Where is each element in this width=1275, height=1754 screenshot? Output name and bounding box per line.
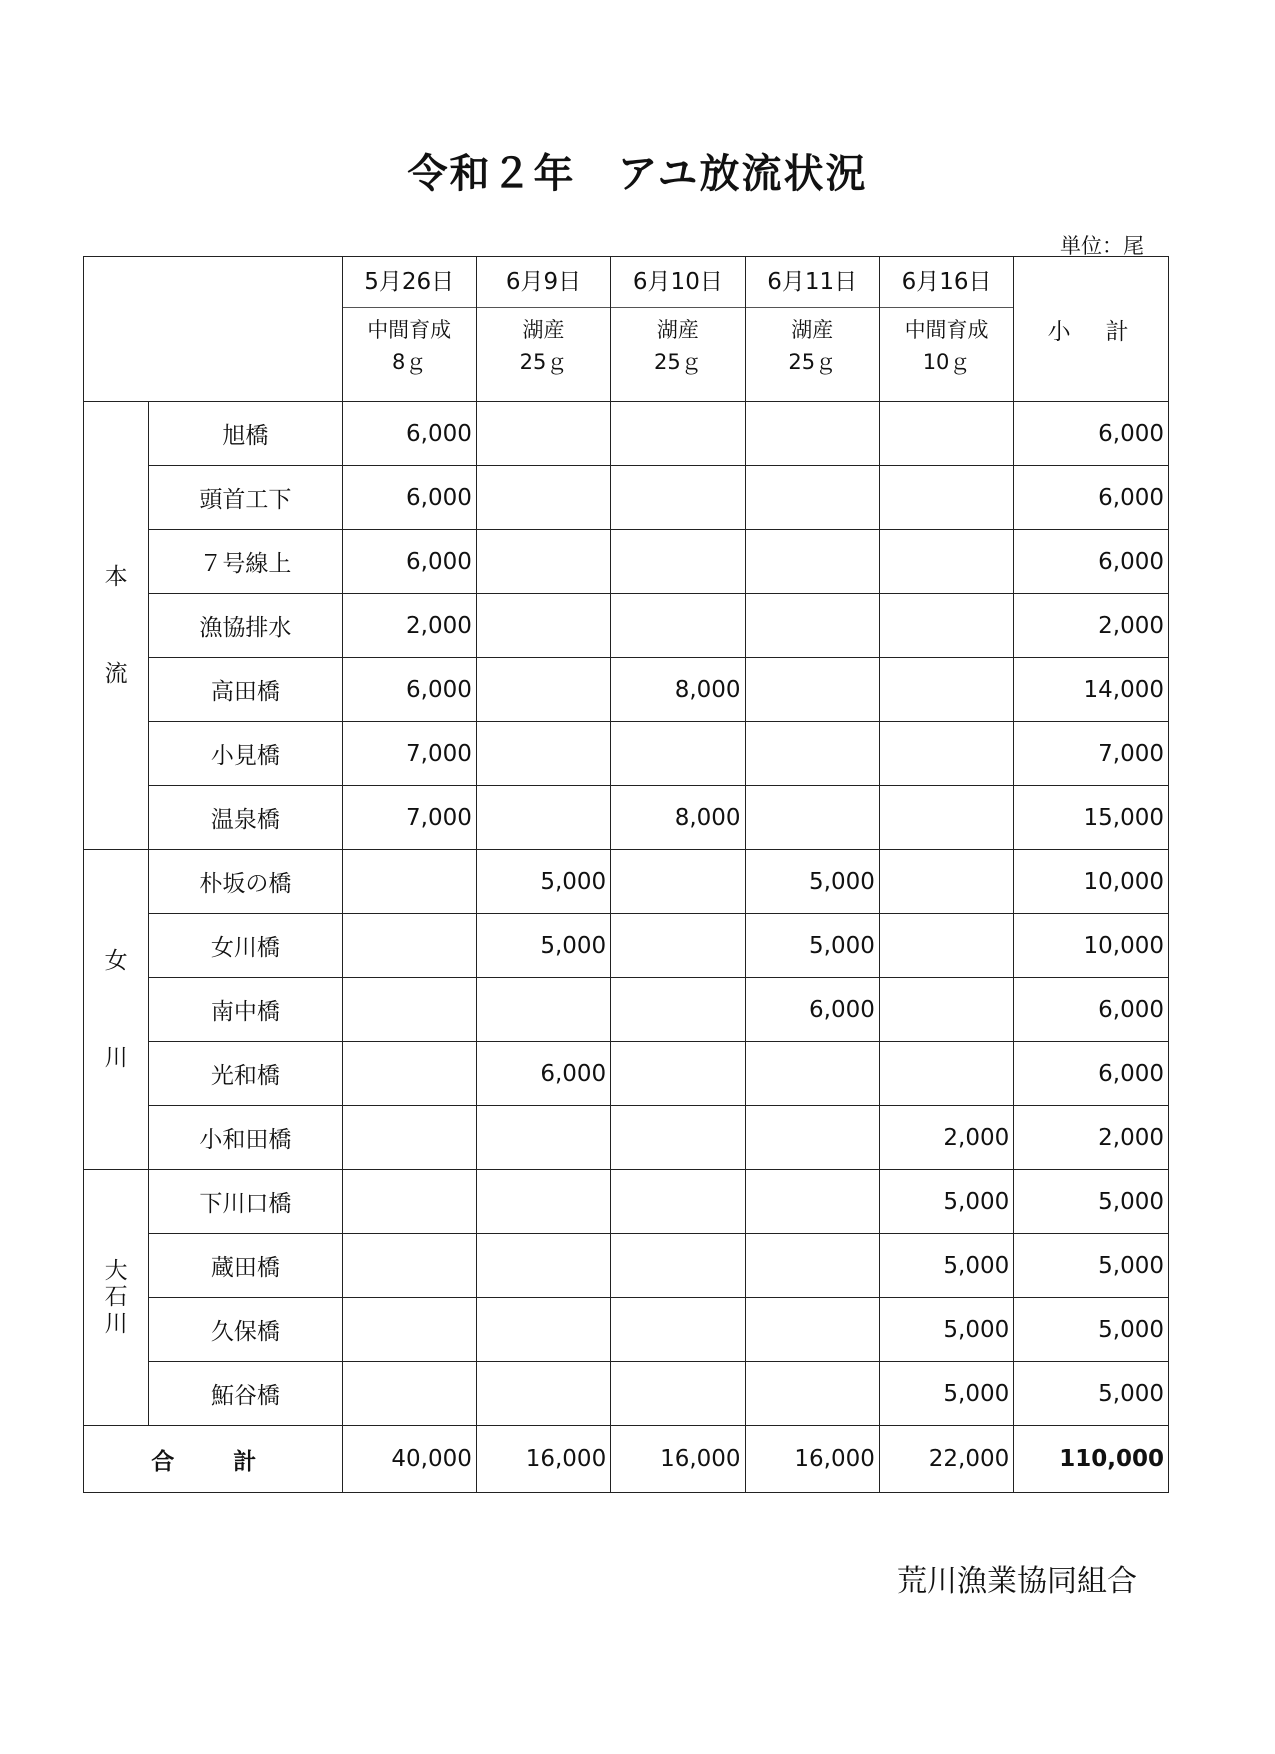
release-count (476, 594, 610, 658)
release-count (476, 530, 610, 594)
table-row (84, 530, 1169, 594)
header-col-0: 5月26日 中間育成 8ｇ (342, 257, 476, 402)
release-count: 5,000 (879, 1298, 1013, 1362)
table-row (84, 722, 1169, 786)
site-name: 朴坂の橋 (149, 850, 342, 914)
header-row (84, 257, 1169, 402)
release-count: 6,000 (342, 658, 476, 722)
header-col-1: 6月9日 湖産 25ｇ (476, 257, 610, 402)
table-row (84, 978, 1169, 1042)
release-count: 6,000 (342, 530, 476, 594)
release-count: 8,000 (611, 786, 745, 850)
release-count (476, 722, 610, 786)
organization-name: 荒川漁業協同組合 (897, 1564, 1137, 1599)
release-count (611, 466, 745, 530)
site-name: 下川口橋 (149, 1170, 342, 1234)
release-count (611, 722, 745, 786)
row-subtotal: 6,000 (1014, 978, 1169, 1042)
release-count (611, 1362, 745, 1426)
table-row (84, 1298, 1169, 1362)
header-subtotal: 小 計 (1014, 257, 1169, 402)
table-row (84, 1170, 1169, 1234)
table-row (84, 1362, 1169, 1426)
release-count (611, 850, 745, 914)
release-count: 7,000 (342, 722, 476, 786)
table-row (84, 1234, 1169, 1298)
row-subtotal: 10,000 (1014, 914, 1169, 978)
release-count: 5,000 (745, 850, 879, 914)
release-count (342, 1362, 476, 1426)
grand-total: 110,000 (1014, 1426, 1169, 1493)
release-count (879, 594, 1013, 658)
release-count (879, 1042, 1013, 1106)
release-count (611, 1106, 745, 1170)
group-char: 本 (104, 563, 128, 590)
release-count (611, 530, 745, 594)
release-count: 5,000 (745, 914, 879, 978)
unit-label: 単位：尾 (1060, 234, 1144, 258)
release-count (879, 466, 1013, 530)
group-gap (84, 596, 148, 656)
release-count (342, 1298, 476, 1362)
release-count (611, 978, 745, 1042)
release-count (342, 914, 476, 978)
group-label-oishikawa: 大 石 川 (84, 1170, 149, 1426)
row-subtotal: 10,000 (1014, 850, 1169, 914)
release-count (745, 594, 879, 658)
group-char: 流 (104, 660, 128, 687)
release-count (745, 1106, 879, 1170)
row-subtotal: 7,000 (1014, 722, 1169, 786)
release-count (745, 786, 879, 850)
site-name: 女川橋 (149, 914, 342, 978)
site-name: 鮖谷橋 (149, 1362, 342, 1426)
total-label: 合 計 (84, 1426, 343, 1493)
group-char: 川 (104, 1044, 128, 1071)
page-title: 令和２年 アユ放流状況 (407, 151, 868, 197)
site-name: 南中橋 (149, 978, 342, 1042)
release-count: 8,000 (611, 658, 745, 722)
header-col-2: 6月10日 湖産 25ｇ (611, 257, 745, 402)
table-row (84, 594, 1169, 658)
row-subtotal: 6,000 (1014, 402, 1169, 466)
release-count: 5,000 (879, 1170, 1013, 1234)
site-name: 小見橋 (149, 722, 342, 786)
table-row (84, 1042, 1169, 1106)
release-count (745, 530, 879, 594)
release-count (342, 1042, 476, 1106)
release-count (611, 1170, 745, 1234)
release-count (476, 1298, 610, 1362)
release-count (879, 914, 1013, 978)
release-count (476, 1106, 610, 1170)
table-row (84, 850, 1169, 914)
column-total: 16,000 (745, 1426, 879, 1493)
release-count (611, 914, 745, 978)
release-count (476, 402, 610, 466)
release-count (476, 1234, 610, 1298)
header-corner (84, 257, 343, 402)
row-subtotal: 5,000 (1014, 1362, 1169, 1426)
release-count (745, 1234, 879, 1298)
release-count (745, 466, 879, 530)
column-total: 22,000 (879, 1426, 1013, 1493)
site-name: 旭橋 (149, 402, 342, 466)
release-count: 2,000 (342, 594, 476, 658)
header-col-4: 6月16日 中間育成 10ｇ (879, 257, 1013, 402)
release-count (745, 1362, 879, 1426)
table-row (84, 786, 1169, 850)
column-total: 16,000 (611, 1426, 745, 1493)
release-count: 6,000 (745, 978, 879, 1042)
release-count (611, 594, 745, 658)
site-name: 光和橋 (149, 1042, 342, 1106)
release-count: 2,000 (879, 1106, 1013, 1170)
column-total: 16,000 (476, 1426, 610, 1493)
release-count: 6,000 (476, 1042, 610, 1106)
release-count: 5,000 (476, 850, 610, 914)
table-row (84, 466, 1169, 530)
row-subtotal: 2,000 (1014, 1106, 1169, 1170)
release-count: 5,000 (879, 1234, 1013, 1298)
release-count: 5,000 (879, 1362, 1013, 1426)
release-count (879, 658, 1013, 722)
release-count (879, 978, 1013, 1042)
row-subtotal: 5,000 (1014, 1234, 1169, 1298)
release-count (745, 1298, 879, 1362)
release-count (745, 658, 879, 722)
row-subtotal: 6,000 (1014, 1042, 1169, 1106)
release-count (611, 1298, 745, 1362)
release-count (342, 1234, 476, 1298)
release-count (476, 786, 610, 850)
release-count (476, 1170, 610, 1234)
release-count (879, 786, 1013, 850)
release-count (476, 1362, 610, 1426)
table-row (84, 402, 1169, 466)
row-subtotal: 14,000 (1014, 658, 1169, 722)
table-row (84, 1106, 1169, 1170)
group-label-megawa (84, 850, 149, 1170)
row-subtotal: 5,000 (1014, 1298, 1169, 1362)
site-name: 蔵田橋 (149, 1234, 342, 1298)
release-count (476, 978, 610, 1042)
column-total: 40,000 (342, 1426, 476, 1493)
site-name: ７号線上 (149, 530, 342, 594)
site-name: 小和田橋 (149, 1106, 342, 1170)
group-gap (84, 980, 148, 1040)
total-row (84, 1426, 1169, 1493)
release-count: 6,000 (342, 466, 476, 530)
table-row (84, 914, 1169, 978)
site-name: 漁協排水 (149, 594, 342, 658)
table-row (84, 658, 1169, 722)
release-count (745, 402, 879, 466)
release-count (342, 1170, 476, 1234)
release-count (611, 1042, 745, 1106)
release-count (342, 978, 476, 1042)
release-table (83, 256, 1169, 1493)
site-name: 温泉橋 (149, 786, 342, 850)
release-count: 7,000 (342, 786, 476, 850)
release-count (879, 530, 1013, 594)
site-name: 高田橋 (149, 658, 342, 722)
release-count (879, 850, 1013, 914)
row-subtotal: 6,000 (1014, 530, 1169, 594)
release-count (476, 466, 610, 530)
release-count: 6,000 (342, 402, 476, 466)
release-count (879, 402, 1013, 466)
group-label-honryu (84, 402, 149, 850)
release-count (745, 1170, 879, 1234)
release-count (879, 722, 1013, 786)
site-name: 久保橋 (149, 1298, 342, 1362)
release-count (342, 850, 476, 914)
row-subtotal: 2,000 (1014, 594, 1169, 658)
row-subtotal: 15,000 (1014, 786, 1169, 850)
release-count (342, 1106, 476, 1170)
release-count (745, 722, 879, 786)
release-count (611, 402, 745, 466)
release-count (611, 1234, 745, 1298)
group-char: 女 (104, 947, 128, 974)
release-count (745, 1042, 879, 1106)
row-subtotal: 5,000 (1014, 1170, 1169, 1234)
release-count: 5,000 (476, 914, 610, 978)
header-col-3: 6月11日 湖産 25ｇ (745, 257, 879, 402)
row-subtotal: 6,000 (1014, 466, 1169, 530)
release-count (476, 658, 610, 722)
site-name: 頭首工下 (149, 466, 342, 530)
